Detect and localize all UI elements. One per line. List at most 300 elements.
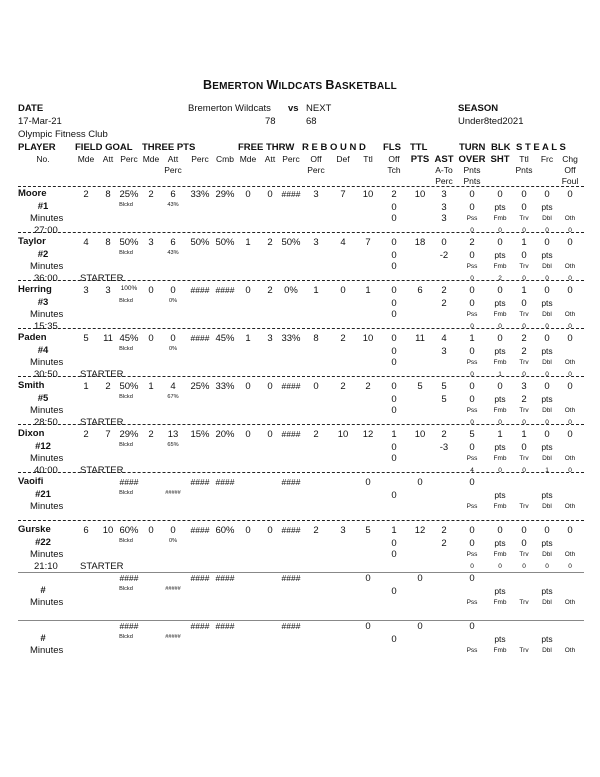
stat-detail: 0 <box>521 202 527 213</box>
stat-detail: 0 <box>521 538 527 549</box>
stat-subvalue: 0 <box>470 563 474 570</box>
stat-value: 2 <box>365 381 371 392</box>
stat-value: 50% <box>215 237 235 248</box>
stat-value: 25% <box>190 381 210 392</box>
stat-value: 0 <box>544 333 550 344</box>
stat-value: 2 <box>441 285 447 296</box>
stat-subvalue: 0 <box>568 419 572 426</box>
stat-sublabel: Fmb <box>493 503 507 510</box>
stat-detail: pts <box>541 586 553 596</box>
stat-value: 1 <box>365 285 371 296</box>
stat-subvalue: 0 <box>545 563 549 570</box>
stat-sublabel: Oth <box>564 215 576 222</box>
stat-detail: 0 <box>391 346 397 357</box>
minutes-label: Minutes <box>30 357 64 368</box>
player-name: Moore <box>18 188 47 199</box>
hdr-reb-ttl: Ttl <box>363 154 373 164</box>
stat-detail: Blckd <box>119 202 133 208</box>
player-number: #21 <box>35 489 51 500</box>
stat-sublabel: Dbl <box>542 263 552 270</box>
stat-subvalue: 0 <box>498 563 502 570</box>
stat-value: 8 <box>105 237 111 248</box>
minutes-label: Minutes <box>30 405 64 416</box>
stat-value: 5 <box>83 333 89 344</box>
stat-sublabel: Pss <box>466 551 478 558</box>
stat-detail: 0% <box>168 346 178 352</box>
minutes-played: 40:00 <box>34 465 58 476</box>
stat-value: 7 <box>105 429 111 440</box>
row-divider <box>18 424 584 425</box>
stat-sublabel: Trv <box>519 647 529 654</box>
stat-value: 0 <box>148 525 154 536</box>
hdr-no: No. <box>36 154 50 164</box>
stat-value: #### <box>281 621 301 631</box>
stat-value: 0% <box>284 285 298 296</box>
stat-sublabel: Trv <box>519 599 529 606</box>
stat-value: 33% <box>281 333 301 344</box>
row-divider <box>18 328 584 329</box>
stat-value: 0 <box>148 333 154 344</box>
stat-sublabel: Pss <box>466 263 478 270</box>
stat-sublabel: Dbl <box>542 551 552 558</box>
stat-subvalue: 0 <box>568 467 572 474</box>
hdr-steals: S T E A L S <box>516 142 566 153</box>
stat-value: 0 <box>267 189 273 200</box>
stat-value: 3 <box>148 237 154 248</box>
stat-value: 5 <box>417 381 423 392</box>
stat-sublabel: Fmb <box>493 359 507 366</box>
stat-value: 0 <box>567 429 573 440</box>
stat-detail: 0 <box>391 634 397 645</box>
minutes-played: 15:35 <box>34 321 58 332</box>
stat-value: #### <box>281 573 301 583</box>
stat-value: 1 <box>148 381 154 392</box>
stat-detail: 0 <box>391 586 397 597</box>
hdr-3p-att: Att <box>167 154 179 164</box>
stat-value: 3 <box>441 189 447 200</box>
stat-sublabel: Pss <box>466 215 478 222</box>
stat-sublabel: Trv <box>519 551 529 558</box>
stat-value: #### <box>119 573 139 583</box>
stat-subvalue: 1 <box>545 467 549 474</box>
stat-detail: 2 <box>441 538 447 549</box>
stat-value: 0 <box>469 573 475 584</box>
hdr-ast-perc: Perc <box>435 176 453 186</box>
hdr-over-pnts-2: Pnts <box>463 176 481 186</box>
player-number: # <box>40 585 46 596</box>
stat-detail: pts <box>494 250 506 260</box>
minutes-label: Minutes <box>30 549 64 560</box>
stat-detail: pts <box>494 490 506 500</box>
stat-value: 5 <box>441 381 447 392</box>
minutes-label: Minutes <box>30 309 64 320</box>
stat-value: 50% <box>119 237 139 248</box>
stat-sublabel: Oth <box>564 263 576 270</box>
minutes-played: 21:10 <box>34 561 58 572</box>
stat-value: #### <box>190 333 210 343</box>
starter-flag: STARTER <box>80 369 124 380</box>
stat-value: 0 <box>417 573 423 584</box>
stat-detail: Blckd <box>119 250 133 256</box>
stat-value: 1 <box>245 333 251 344</box>
stat-value: 0 <box>469 477 475 488</box>
stat-subvalue: 0 <box>568 323 572 330</box>
hdr-fg-att: Att <box>102 154 114 164</box>
stat-value: 10 <box>337 429 349 440</box>
stat-value: 1 <box>521 285 527 296</box>
stat-value: #### <box>215 477 235 487</box>
stat-value: 2 <box>148 429 154 440</box>
stat-value: 3 <box>83 285 89 296</box>
stat-sublabel: Pss <box>466 599 478 606</box>
hdr-ttl: TTL <box>410 142 428 153</box>
stat-value: #### <box>190 285 210 295</box>
stat-subvalue: 0 <box>568 227 572 234</box>
stat-value: 0 <box>391 237 397 248</box>
stat-value: 0 <box>469 189 475 200</box>
stat-value: 1 <box>521 237 527 248</box>
stat-value: 0 <box>391 333 397 344</box>
stat-value: 0 <box>469 381 475 392</box>
minutes-played: 27:00 <box>34 225 58 236</box>
stat-value: 0 <box>544 381 550 392</box>
hdr-frc: Frc <box>540 154 554 164</box>
stat-value: 10 <box>102 525 114 536</box>
game-date: 17-Mar-21 <box>18 116 62 127</box>
stat-sublabel: Dbl <box>542 215 552 222</box>
stat-value: 4 <box>340 237 346 248</box>
stat-detail: 2 <box>521 346 527 357</box>
stat-detail: Blckd <box>119 490 133 496</box>
stat-value: 0 <box>469 621 475 632</box>
stat-value: 45% <box>119 333 139 344</box>
stat-value: 5 <box>469 429 475 440</box>
stat-value: 0 <box>497 525 503 536</box>
hdr-sht: SHT <box>490 154 510 165</box>
stat-subvalue: 0 <box>522 275 526 282</box>
stat-value: #### <box>281 381 301 391</box>
player-number: #4 <box>37 345 49 356</box>
stat-value: 0 <box>567 285 573 296</box>
home-score: 78 <box>265 116 276 127</box>
stat-value: 0 <box>497 381 503 392</box>
stat-value: 29% <box>215 189 235 200</box>
foul-touch: 0 <box>391 453 397 464</box>
stat-sublabel: Dbl <box>542 311 552 318</box>
stat-value: 2 <box>340 381 346 392</box>
stat-value: 0 <box>567 381 573 392</box>
stat-detail: 0 <box>469 538 475 549</box>
player-number: #3 <box>37 297 49 308</box>
stat-subvalue: 1 <box>498 371 502 378</box>
stat-subvalue: 0 <box>498 419 502 426</box>
stat-value: 20% <box>215 429 235 440</box>
stat-detail: pts <box>494 298 506 308</box>
starter-flag: STARTER <box>80 417 124 428</box>
stat-value: 2 <box>148 189 154 200</box>
foul-touch: 0 <box>391 405 397 416</box>
player-number: #2 <box>37 249 49 260</box>
minutes-label: Minutes <box>30 453 64 464</box>
stat-sublabel: Fmb <box>493 215 507 222</box>
stat-subvalue: 0 <box>498 323 502 330</box>
stat-sublabel: Fmb <box>493 455 507 462</box>
hdr-ft-perc: Perc <box>282 154 300 164</box>
stat-subvalue: 0 <box>522 371 526 378</box>
stat-detail: Blckd <box>119 298 133 304</box>
stat-value: 60% <box>119 525 139 536</box>
stat-subvalue: 0 <box>545 419 549 426</box>
hdr-chg: Chg <box>562 154 578 164</box>
stat-subvalue: 0 <box>568 371 572 378</box>
stat-detail: pts <box>494 538 506 548</box>
season: Under8ted2021 <box>458 116 524 127</box>
stat-sublabel: Trv <box>519 215 529 222</box>
row-divider <box>18 232 584 233</box>
stat-subvalue: 0 <box>545 371 549 378</box>
player-name: Smith <box>18 380 45 391</box>
stat-sublabel: Trv <box>519 311 529 318</box>
stat-value: 0 <box>567 333 573 344</box>
minutes-label: Minutes <box>30 597 64 608</box>
stat-subvalue: 0 <box>470 275 474 282</box>
stat-detail: 0 <box>469 298 475 309</box>
stat-value: 0 <box>544 285 550 296</box>
foul-touch: 0 <box>391 309 397 320</box>
stat-value: 0 <box>267 429 273 440</box>
season-label: SEASON <box>458 103 499 114</box>
stat-value: 2 <box>469 237 475 248</box>
stat-value: 1 <box>313 285 319 296</box>
stat-detail: pts <box>541 346 553 356</box>
hdr-3p-mde: Mde <box>142 154 160 164</box>
row-divider <box>18 472 584 473</box>
hdr-turn: TURN <box>459 142 486 153</box>
stat-sublabel: Dbl <box>542 647 552 654</box>
opponent-score: 68 <box>306 116 317 127</box>
stat-value: 1 <box>521 429 527 440</box>
hdr-reb-off: Off <box>310 154 322 164</box>
stat-detail: 43% <box>167 202 179 208</box>
stat-detail: pts <box>541 250 553 260</box>
stat-value: 0 <box>170 285 176 296</box>
assist-turnover: 3 <box>441 213 447 224</box>
stat-value: 2 <box>267 237 273 248</box>
stat-value: 29% <box>119 429 139 440</box>
hdr-blk: BLK <box>491 142 511 153</box>
stat-detail: 43% <box>167 250 179 256</box>
hdr-fls-off: Off <box>388 154 400 164</box>
stat-value: 7 <box>365 237 371 248</box>
stat-detail: pts <box>494 394 506 404</box>
stat-value: 11 <box>103 333 113 344</box>
stat-value: 13 <box>167 429 179 440</box>
stat-subvalue: 0 <box>522 323 526 330</box>
hdr-stl-pnts: Pnts <box>515 165 533 175</box>
stat-sublabel: Trv <box>519 503 529 510</box>
stat-value: 0 <box>521 525 527 536</box>
starter-flag: STARTER <box>80 561 124 572</box>
stat-value: 7 <box>340 189 346 200</box>
stat-sublabel: Pss <box>466 503 478 510</box>
stat-value: 10 <box>362 189 374 200</box>
stat-value: 6 <box>170 189 176 200</box>
stat-value: 2 <box>313 525 319 536</box>
stat-detail: 0 <box>469 346 475 357</box>
stat-detail: 0 <box>469 202 475 213</box>
stat-sublabel: Oth <box>564 551 576 558</box>
stat-detail: pts <box>541 298 553 308</box>
stat-detail: pts <box>541 634 553 644</box>
hdr-cmb: Cmb <box>216 154 234 164</box>
player-name: Taylor <box>18 236 46 247</box>
stat-value: #### <box>215 285 235 295</box>
hdr-foul: Foul <box>561 176 579 186</box>
minutes-label: Minutes <box>30 261 64 272</box>
stat-value: 2 <box>83 189 89 200</box>
stat-value: 4 <box>83 237 89 248</box>
stat-detail: ##### <box>165 634 181 640</box>
stat-sublabel: Pss <box>466 455 478 462</box>
stat-sublabel: Trv <box>519 407 529 414</box>
stat-value: 2 <box>313 429 319 440</box>
stat-detail: pts <box>494 346 506 356</box>
stat-detail: pts <box>541 442 553 452</box>
stat-value: 0 <box>340 285 346 296</box>
stat-value: 0 <box>245 525 251 536</box>
stat-sublabel: Oth <box>564 503 576 510</box>
stat-value: 0 <box>544 429 550 440</box>
stat-detail: 0 <box>469 394 475 405</box>
starter-flag: STARTER <box>80 465 124 476</box>
stat-detail: ##### <box>165 490 181 496</box>
stat-value: 1 <box>245 237 251 248</box>
stat-value: 0 <box>245 381 251 392</box>
stat-detail: 0 <box>391 202 397 213</box>
stat-sublabel: Oth <box>564 407 576 414</box>
stat-subvalue: 0 <box>470 227 474 234</box>
stat-detail: Blckd <box>119 442 133 448</box>
stat-detail: 67% <box>167 394 179 400</box>
stat-value: 0 <box>245 189 251 200</box>
stat-value: 3 <box>521 381 527 392</box>
hdr-fls: FLS <box>383 142 401 153</box>
stat-sublabel: Fmb <box>493 263 507 270</box>
stat-value: #### <box>190 477 210 487</box>
stat-detail: 3 <box>441 202 447 213</box>
stat-value: 0 <box>567 525 573 536</box>
stat-value: 0 <box>497 189 503 200</box>
stat-value: 2 <box>441 429 447 440</box>
stat-value: 33% <box>215 381 235 392</box>
stat-subvalue: 2 <box>498 275 502 282</box>
hdr-three-pts: THREE PTS <box>142 142 196 153</box>
stat-detail: pts <box>541 202 553 212</box>
stat-detail: pts <box>541 394 553 404</box>
stat-detail: pts <box>494 634 506 644</box>
stat-sublabel: Dbl <box>542 407 552 414</box>
stat-subvalue: 0 <box>545 275 549 282</box>
stat-value: 0 <box>365 477 371 488</box>
stat-value: #### <box>119 477 139 487</box>
stat-detail: 0 <box>391 538 397 549</box>
stat-sublabel: Fmb <box>493 311 507 318</box>
stat-detail: 0 <box>391 442 397 453</box>
stat-detail: pts <box>541 538 553 548</box>
stat-value: 25% <box>119 189 139 200</box>
stat-detail: pts <box>494 202 506 212</box>
row-divider <box>18 520 584 521</box>
stat-value: 12 <box>414 525 426 536</box>
stat-subvalue: 0 <box>522 419 526 426</box>
hdr-a-to: A-To <box>435 165 453 175</box>
hdr-tch: Tch <box>387 165 401 175</box>
stat-value: 1 <box>469 333 475 344</box>
stat-subvalue: 0 <box>498 227 502 234</box>
stat-detail: 2 <box>441 298 447 309</box>
stat-value: 2 <box>83 429 89 440</box>
stat-sublabel: Oth <box>564 455 576 462</box>
stat-value: #### <box>119 621 139 631</box>
stat-sublabel: Trv <box>519 359 529 366</box>
stat-value: 0 <box>469 285 475 296</box>
stat-value: 2 <box>340 333 346 344</box>
stat-value: 0 <box>567 237 573 248</box>
stat-value: 50% <box>119 381 139 392</box>
stat-value: 0 <box>544 525 550 536</box>
stat-value: 1 <box>83 381 89 392</box>
hdr-ft-att: Att <box>264 154 276 164</box>
hdr-free-throw: FREE THRW <box>238 142 295 153</box>
stat-sublabel: Oth <box>564 359 576 366</box>
player-name: Dixon <box>18 428 45 439</box>
hdr-rebound: R E B O U N D <box>302 142 366 153</box>
stat-value: 10 <box>362 333 374 344</box>
stat-value: 0 <box>391 285 397 296</box>
stat-value: #### <box>190 525 210 535</box>
date-label: DATE <box>18 103 44 114</box>
hdr-ft-mde: Mde <box>239 154 257 164</box>
stat-value: 0 <box>417 621 423 632</box>
stat-detail: pts <box>494 586 506 596</box>
stat-detail: 5 <box>441 394 447 405</box>
stat-detail: Blckd <box>119 538 133 544</box>
stat-value: 1 <box>497 429 503 440</box>
stat-value: 2 <box>267 285 273 296</box>
stat-value: 8 <box>313 333 319 344</box>
foul-touch: 0 <box>391 213 397 224</box>
stat-subvalue: 4 <box>470 467 474 474</box>
stat-detail: 0 <box>391 490 397 501</box>
stat-value: #### <box>281 525 301 535</box>
hdr-player: PLAYER <box>18 142 56 153</box>
row-divider <box>18 376 584 377</box>
stat-value: 100% <box>120 285 138 292</box>
stat-value: 45% <box>215 333 235 344</box>
minutes-label: Minutes <box>30 645 64 656</box>
hdr-3p-perc: Perc <box>191 154 209 164</box>
stat-value: 0 <box>148 285 154 296</box>
stat-value: 3 <box>313 189 319 200</box>
stat-sublabel: Fmb <box>493 407 507 414</box>
player-number: # <box>40 633 46 644</box>
stat-value: 11 <box>415 333 425 344</box>
stat-detail: pts <box>541 490 553 500</box>
stat-subvalue: 0 <box>522 227 526 234</box>
stat-value: 3 <box>105 285 111 296</box>
stat-detail: Blckd <box>119 394 133 400</box>
player-name: Gurske <box>18 524 51 535</box>
